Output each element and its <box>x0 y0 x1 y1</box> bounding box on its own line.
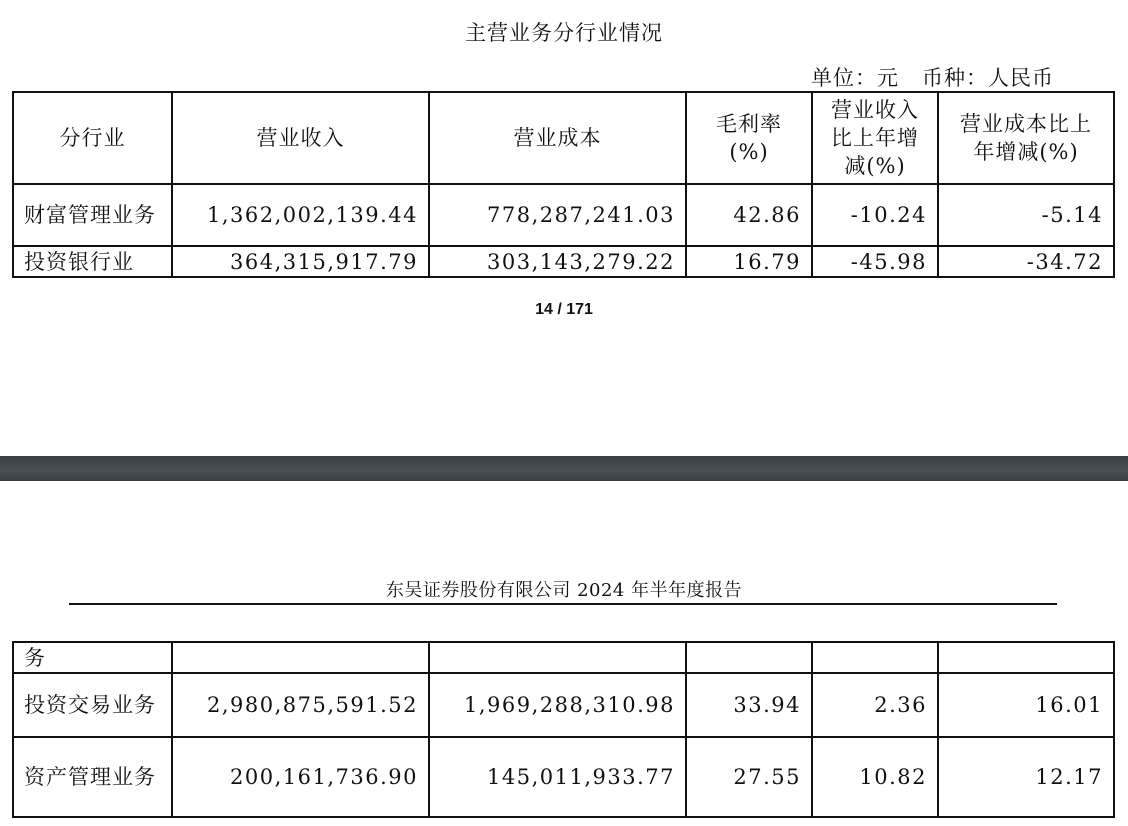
cost-change-value <box>938 642 1114 673</box>
running-header: 东吴证券股份有限公司 2024 年半年度报告 <box>385 580 743 601</box>
revenue-change-value: 10.82 <box>812 737 938 817</box>
header-revenue-change: 营业收入 比上年增 减(%) <box>812 92 938 184</box>
table-row <box>13 673 1114 737</box>
segment-name: 投资交易业务 <box>13 673 172 737</box>
cost-value: 145,011,933.77 <box>429 737 686 817</box>
revenue-change-value <box>812 642 938 673</box>
table-row <box>13 737 1114 817</box>
header-segment: 分行业 <box>13 92 172 184</box>
gross-margin-value <box>686 642 812 673</box>
revenue-value: 200,161,736.90 <box>172 737 429 817</box>
header-revenue: 营业收入 <box>172 92 429 184</box>
header-cost: 营业成本 <box>429 92 686 184</box>
segment-name: 投资银行业 <box>13 246 172 277</box>
gross-margin-value: 16.79 <box>686 246 812 277</box>
header-cost-change: 营业成本比上 年增减(%) <box>938 92 1114 184</box>
unit-currency-note: 单位：元 币种：人民币 <box>810 66 1054 90</box>
cost-change-value: -34.72 <box>938 246 1114 277</box>
report-page-bottom <box>0 481 1128 826</box>
revenue-value <box>172 642 429 673</box>
revenue-change-value: -10.24 <box>812 184 938 246</box>
revenue-value: 2,980,875,591.52 <box>172 673 429 737</box>
segment-name: 财富管理业务 <box>13 184 172 246</box>
gross-margin-value: 33.94 <box>686 673 812 737</box>
table-row <box>13 642 1114 673</box>
segment-name: 资产管理业务 <box>13 737 172 817</box>
cost-value: 303,143,279.22 <box>429 246 686 277</box>
revenue-value: 364,315,917.79 <box>172 246 429 277</box>
segment-name: 务 <box>13 642 172 673</box>
header-rule <box>69 603 1057 605</box>
table-row <box>13 184 1114 246</box>
gross-margin-value: 42.86 <box>686 184 812 246</box>
cost-change-value: 12.17 <box>938 737 1114 817</box>
page-number: 14 / 171 <box>535 301 593 318</box>
table-header-row <box>13 92 1114 184</box>
revenue-value: 1,362,002,139.44 <box>172 184 429 246</box>
table-title: 主营业务分行业情况 <box>465 21 663 45</box>
cost-value: 778,287,241.03 <box>429 184 686 246</box>
header-gross-margin: 毛利率 (%) <box>686 92 812 184</box>
industry-segment-table-continued <box>12 641 1115 818</box>
revenue-change-value: 2.36 <box>812 673 938 737</box>
cost-value <box>429 642 686 673</box>
cost-change-value: -5.14 <box>938 184 1114 246</box>
gross-margin-value: 27.55 <box>686 737 812 817</box>
revenue-change-value: -45.98 <box>812 246 938 277</box>
cost-change-value: 16.01 <box>938 673 1114 737</box>
page-separator <box>0 456 1128 481</box>
industry-segment-table <box>12 91 1115 278</box>
cost-value: 1,969,288,310.98 <box>429 673 686 737</box>
table-row <box>13 246 1114 277</box>
